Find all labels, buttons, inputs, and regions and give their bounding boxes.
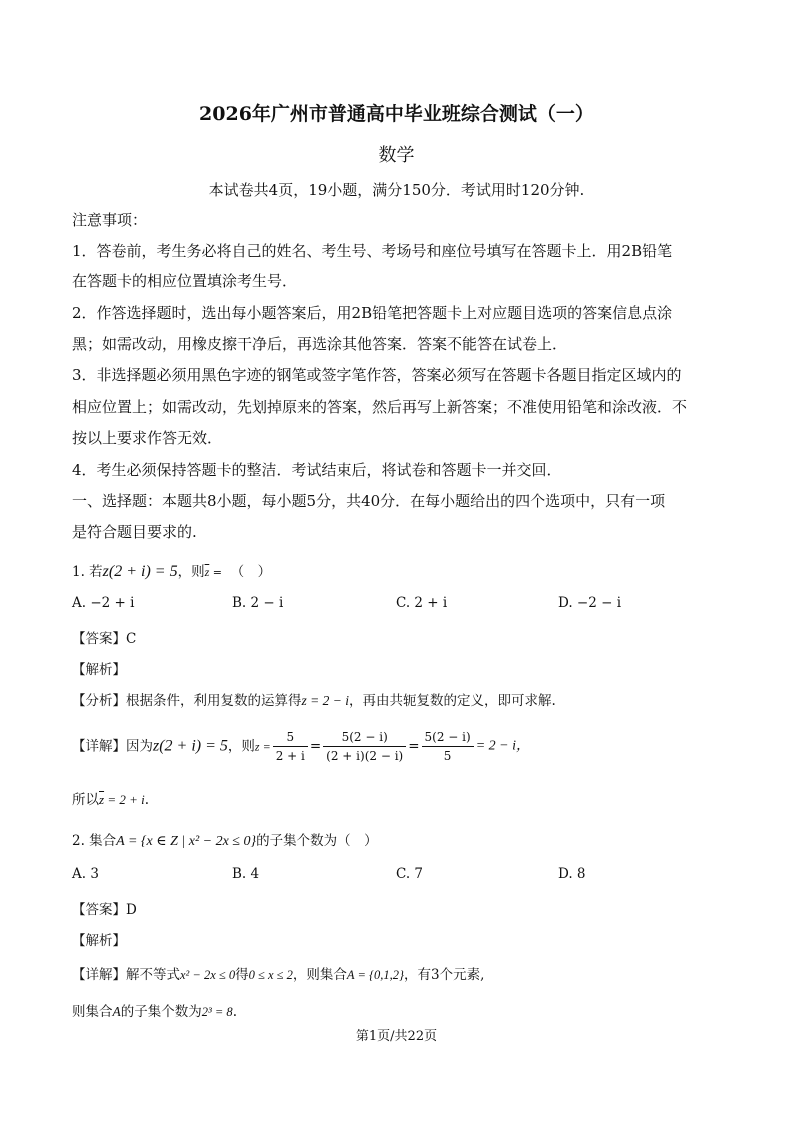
question-1-option-d: D. −2 − i (558, 595, 622, 611)
question-2-option-d: D. 8 (558, 866, 586, 882)
question-2-option-c: C. 7 (396, 866, 424, 882)
q2-detail-b: 得 (235, 967, 249, 983)
notice-item-2-line-1: 2．作答选择题时，选出每小题答案后，用2B铅笔把答题卡上对应题目选项的答案信息点涂 (72, 304, 673, 322)
q2-line2-a: 则集合 (72, 1004, 113, 1020)
question-1-detail (72, 728, 530, 765)
notice-item-3-line-1: 3．非选择题必须用黑色字迹的钢笔或签字笔作答，答案必须写在答题卡各题目指定区域内的 (72, 366, 682, 384)
question-1-conclusion (72, 788, 149, 808)
question-2-detail-line-1 (72, 963, 484, 983)
question-1-eq: = (209, 566, 222, 579)
question-1-mid: ，则 (177, 564, 205, 580)
question-2-detail-line-2 (72, 1000, 237, 1020)
question-2-answer: 【答案】D (72, 902, 137, 918)
q2-line2-end: . (232, 1004, 237, 1020)
fraction-1-num: 5 (273, 728, 308, 747)
question-1-expr: z(2 + i) = 5 (102, 563, 178, 580)
question-1-prefix: 1. 若 (72, 564, 103, 580)
question-2-suffix: 的子集个数为（ ） (256, 833, 378, 849)
q2-detail-expr-2: 0 ≤ x ≤ 2 (248, 968, 293, 982)
fraction-2-den: (2 + i)(2 − i) (326, 749, 404, 763)
section-heading-line-1: 一、选择题：本题共8小题，每小题5分，共40分．在每小题给出的四个选项中，只有一项 (72, 492, 666, 510)
fenxi-expr: z = 2 − i (301, 693, 349, 708)
equals-1: = (309, 738, 322, 755)
q2-detail-tag: 【详解】 (72, 967, 126, 983)
q2-detail-c: ，则集合 (292, 967, 347, 983)
question-1-answer: 【答案】C (72, 631, 137, 647)
detail-text-a: 因为 (126, 738, 153, 755)
question-1-option-c: C. 2 + i (396, 595, 448, 611)
question-2-stem (72, 829, 378, 850)
q2-detail-expr-3: A = {0,1,2} (346, 968, 405, 982)
question-2-set: A = {x ∈ Z | x² − 2x ≤ 0} (116, 834, 257, 849)
q2-detail-expr-1: x² − 2x ≤ 0 (180, 968, 236, 982)
question-2-analysis-tag: 【解析】 (72, 933, 126, 949)
fraction-1-den: 2 + i (275, 749, 305, 763)
question-2-option-b: B. 4 (232, 866, 260, 882)
q2-detail-d: ，有3个元素, (404, 967, 485, 983)
detail-text-b: ，则 (227, 738, 255, 755)
question-1-blank: （ ） (230, 564, 272, 580)
section-heading-line-2: 是符合题目要求的. (72, 523, 197, 541)
notice-item-1-line-1: 1．答卷前，考生务必将自己的姓名、考生号、考场号和座位号填写在答题卡上．用2B铅笔 (72, 242, 673, 260)
q2-line2-A: A (112, 1004, 121, 1019)
question-1-fenxi (72, 689, 556, 709)
exam-title: 2026年广州市普通高中毕业班综合测试（一） (199, 103, 594, 125)
detail-tag: 【详解】 (72, 738, 126, 755)
notice-item-2-line-2: 黑；如需改动，用橡皮擦干净后，再选涂其他答案．答案不能答在试卷上． (72, 335, 568, 353)
question-2-prefix: 2. 集合 (72, 833, 117, 849)
question-2-option-a: A. 3 (72, 866, 99, 882)
fenxi-text-a: 根据条件，利用复数的运算得 (126, 693, 302, 709)
detail-expr-1: z(2 + i) = 5 (153, 737, 228, 755)
question-1-option-b: B. 2 − i (232, 595, 284, 611)
question-1-option-a: A. −2 + i (72, 595, 135, 611)
fraction-3-num: 5(2 − i) (422, 728, 474, 747)
fraction-2-num: 5(2 − i) (323, 728, 406, 747)
notice-heading: 注意事项： (72, 211, 148, 229)
equals-2: = (408, 738, 420, 755)
fraction-1 (273, 728, 308, 765)
exam-info: 本试卷共4页，19小题，满分150分．考试用时120分钟. (208, 181, 585, 199)
conclusion-text: 所以 (72, 792, 99, 808)
q2-line2-b: 的子集个数为 (120, 1004, 202, 1020)
fenxi-text-b: ，再由共轭复数的定义，即可求解. (348, 693, 556, 709)
question-1-stem (72, 560, 271, 581)
detail-result: = 2 − i， (475, 738, 530, 754)
q2-detail-a: 解不等式 (126, 967, 180, 983)
subject-title: 数学 (378, 145, 415, 166)
fenxi-tag: 【分析】 (72, 693, 126, 709)
question-1-analysis-tag: 【解析】 (72, 662, 126, 678)
q2-line2-expr: 2³ = 8 (201, 1005, 233, 1019)
notice-item-3-line-2: 相应位置上；如需改动，先划掉原来的答案，然后再写上新答案；不准使用铅笔和涂改液．不 (72, 398, 688, 416)
notice-item-3-line-3: 按以上要求作答无效． (72, 429, 223, 447)
page-footer: 第1页/共22页 (355, 1029, 438, 1044)
question-1-zbar: $\overline{z}$ (204, 565, 210, 579)
notice-item-4: 4．考生必须保持答题卡的整洁．考试结束后，将试卷和答题卡一并交回． (72, 461, 562, 479)
detail-z: z = (254, 739, 271, 754)
notice-item-1-line-2: 在答题卡的相应位置填涂考生号． (72, 272, 298, 290)
fraction-3-den: 5 (443, 749, 452, 763)
fraction-2 (323, 728, 406, 765)
conclusion-expr: $\overline{z} = 2 + i$ (99, 792, 145, 807)
conclusion-end: . (144, 792, 150, 808)
fraction-3 (422, 728, 474, 765)
